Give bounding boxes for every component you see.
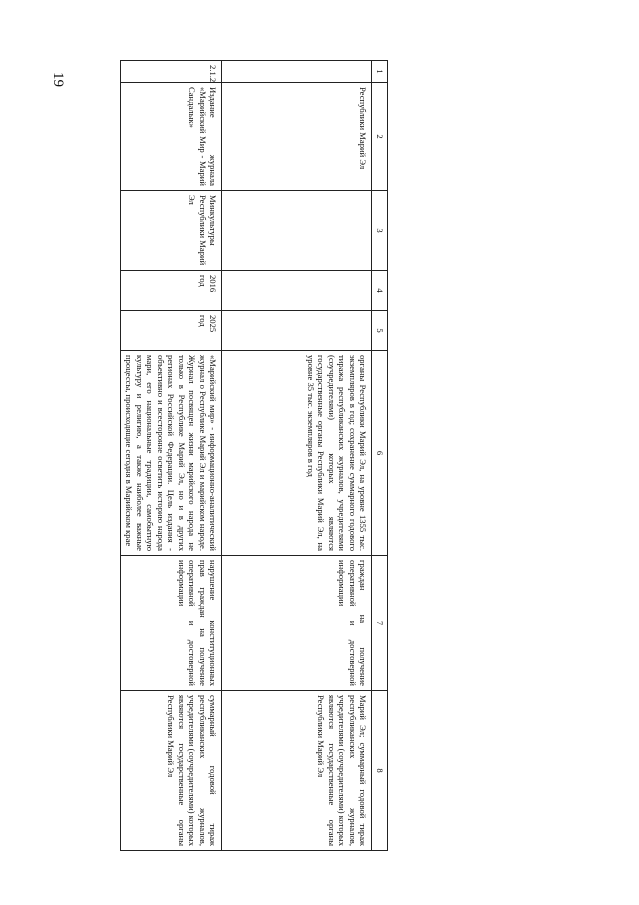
cell-start [222, 271, 372, 311]
col-header-5: 5 [372, 311, 388, 351]
col-header-4: 4 [372, 271, 388, 311]
cell-end [222, 311, 372, 351]
col-header-7: 7 [372, 556, 388, 691]
col-header-6: 6 [372, 351, 388, 556]
program-table [120, 60, 388, 851]
table-row [222, 61, 372, 851]
cell-result: «Марийский мир» - информационно-аналитический журнал о Республике Марий Эл и марийском народе. Журнал посвящен жизни марийского народа не только в Республике Марий Эл, но и в других регионах Российской Федерации. Цель издания - объективно и всесторонне осветить историю народа мари, его национальные традиции, самобытную культуру и религию, а также наиболее важные процессы, происходящие сегодня в Марийском крае [120, 351, 221, 556]
cell-consequence: нарушение конституционных прав граждан на получение оперативной и достоверной информации [120, 556, 221, 691]
cell-start: 2016 год [120, 271, 221, 311]
cell-name: Издание журнала «Марийский Мир - Марий Сандалык» [120, 83, 221, 191]
table-row [120, 61, 221, 851]
col-header-1: 1 [372, 61, 388, 83]
cell-end: 2025 год [120, 311, 221, 351]
cell-result: органы Республики Марий Эл, на уровне 1355 тыс. экземпляров в год; сохранение суммарного годового тиража республиканских журналов, учредителями (соучредителями) которых являются государственные органы Республики Марий Эл, на уровне 35 тыс. экземпляров в год [222, 351, 372, 556]
col-header-2: 2 [372, 83, 388, 191]
col-header-3: 3 [372, 191, 388, 271]
cell-name: Республики Марий Эл [222, 83, 372, 191]
col-header-8: 8 [372, 691, 388, 851]
cell-number: 2.1.2 [120, 61, 221, 83]
rotated-table-wrapper [96, 60, 388, 850]
header-row [372, 61, 388, 851]
cell-indicator: Марий Эл; суммарный годовой тираж республиканских журналов, учредителями (соучредителями) которых являются государственные органы Республики Марий Эл [222, 691, 372, 851]
cell-indicator: суммарный годовой тираж республиканских журналов, учредителями (соучредителями) которых являются государственные органы Республики Марий Эл [120, 691, 221, 851]
cell-executor: Минкультуры Республики Марий Эл [120, 191, 221, 271]
page-number: 19 [50, 72, 66, 87]
cell-consequence: граждан на получение оперативной и достоверной информации [222, 556, 372, 691]
cell-executor [222, 191, 372, 271]
cell-number [222, 61, 372, 83]
